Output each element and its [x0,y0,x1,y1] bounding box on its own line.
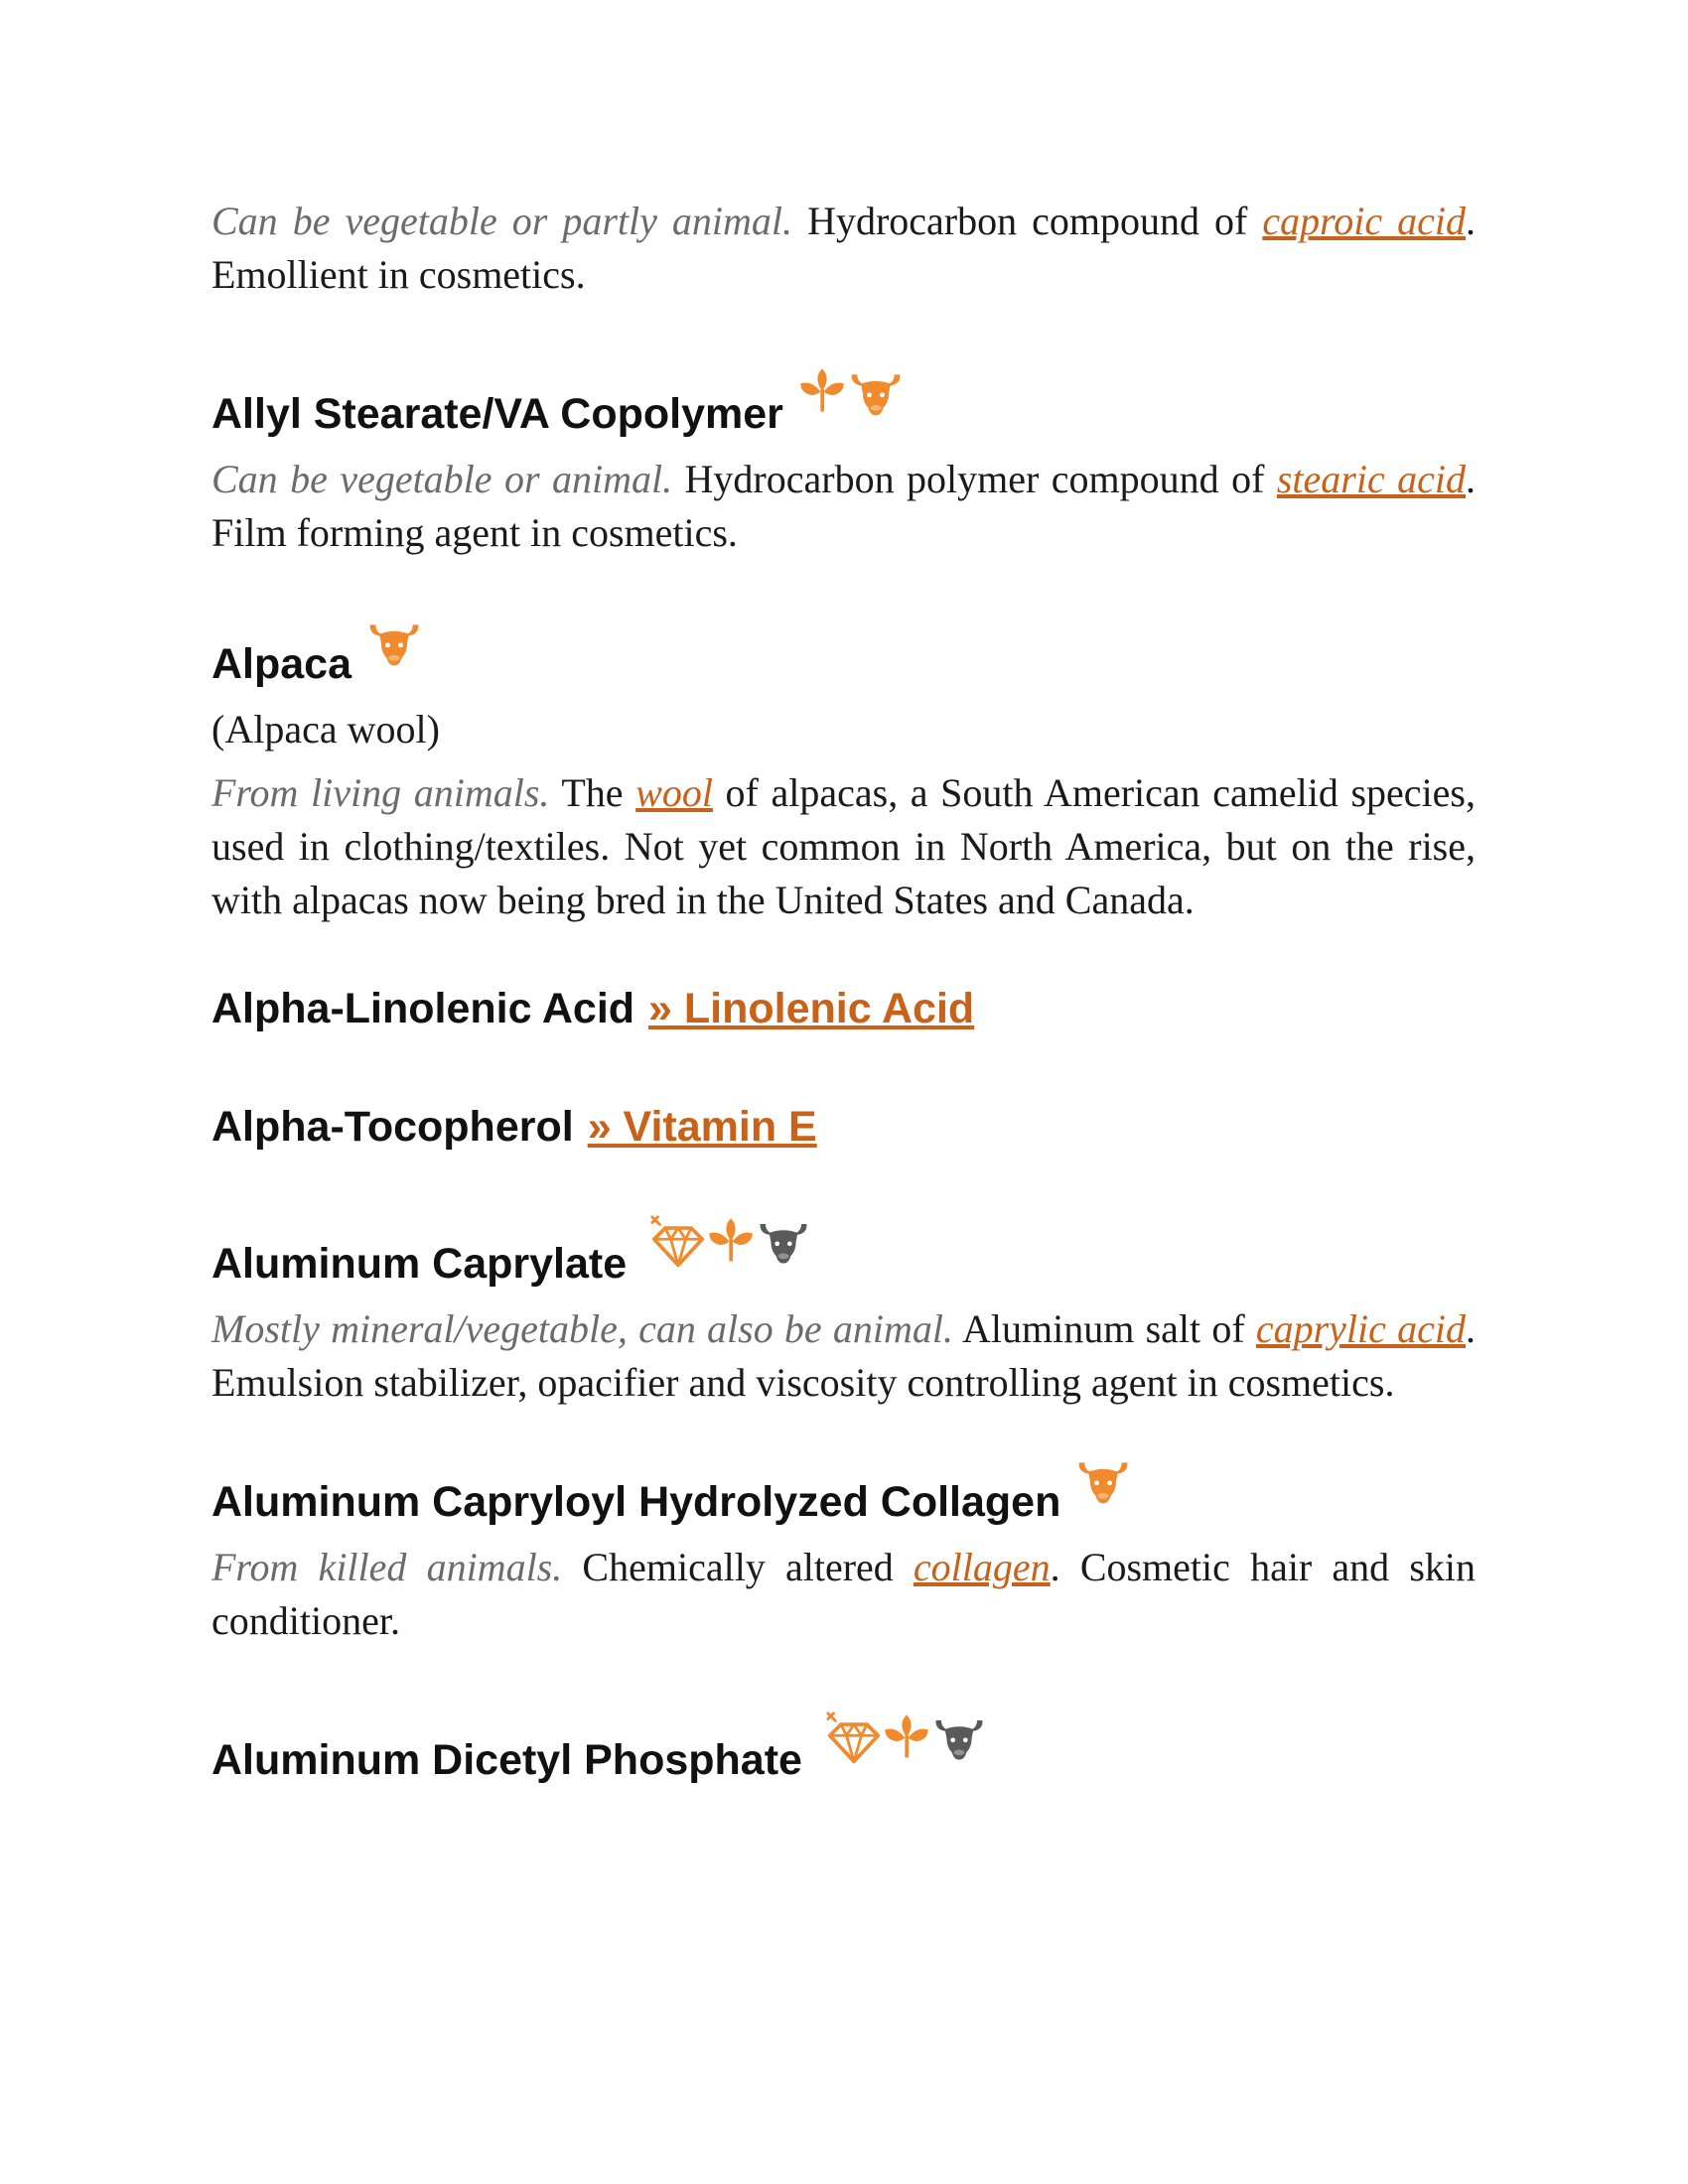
link-linolenic-acid[interactable]: » Linolenic Acid [648,985,975,1032]
link-collagen[interactable]: collagen [913,1545,1051,1589]
entry-title: Alpha-Linolenic Acid » Linolenic Acid [211,985,975,1032]
vegetable-icon [706,1215,756,1265]
animal-gray-icon [931,1711,987,1765]
link-stearic-acid[interactable]: stearic acid [1276,457,1466,501]
source-note: Can be vegetable or animal. [211,457,673,501]
source-note: From living animals. [211,770,550,815]
entry-title: Alpha-Tocopherol » Vitamin E [211,1103,817,1151]
source-icons [650,1215,811,1271]
mineral-icon [826,1711,882,1767]
entry-title: Aluminum Capryloyl Hydrolyzed Collagen [211,1471,1476,1527]
entry-description: Can be vegetable or animal. Hydrocarbon polymer compound of stearic acid. Film forming agent in cosmetics. [211,457,1476,555]
mineral-icon [650,1215,706,1271]
vegetable-icon [797,365,847,415]
entry-title: Aluminum Dicetyl Phosphate [211,1729,1476,1785]
vegetable-icon [882,1711,931,1761]
entry-description: From killed animals. Chemically altered collagen. Cosmetic hair and skin conditioner. [211,1545,1476,1643]
source-note: From killed animals. [211,1545,563,1589]
source-note: Mostly mineral/vegetable, can also be animal. [211,1306,954,1351]
entry-title: Alpaca [211,633,1476,689]
entry-title: Allyl Stearate/VA Copolymer [211,383,1476,439]
source-note: Can be vegetable or partly animal. [211,199,793,243]
source-icons [826,1711,987,1767]
alternate-name: (Alpaca wool) [211,707,440,751]
animal-icon [847,365,905,421]
link-vitamin-e[interactable]: » Vitamin E [587,1103,817,1151]
link-wool[interactable]: wool [635,770,713,815]
entry-description: Mostly mineral/vegetable, can also be animal. Aluminum salt of caprylic acid. Emulsion stabilizer, opacifier and viscosity controlling agent in cosmetics. [211,1306,1476,1405]
source-icons [797,365,905,421]
animal-icon [1074,1453,1132,1509]
source-icons [365,615,423,671]
entry-description: Can be vegetable or partly animal. Hydrocarbon compound of caproic acid. Emollient in cosmetics. [211,199,1476,297]
source-icons [1074,1453,1132,1509]
link-caprylic-acid[interactable]: caprylic acid [1255,1306,1466,1351]
document-page [211,195,1476,1785]
link-caproic-acid[interactable]: caproic acid [1262,199,1466,243]
animal-icon [365,615,423,671]
entry-title: Aluminum Caprylate [211,1233,1476,1289]
entry-description: From living animals. The wool of alpacas, a South American camelid species, used in clothing/textiles. Not yet common in North America, but on the rise, with alpacas now being bred in the United States and Canada. [211,770,1476,922]
animal-gray-icon [756,1215,811,1269]
